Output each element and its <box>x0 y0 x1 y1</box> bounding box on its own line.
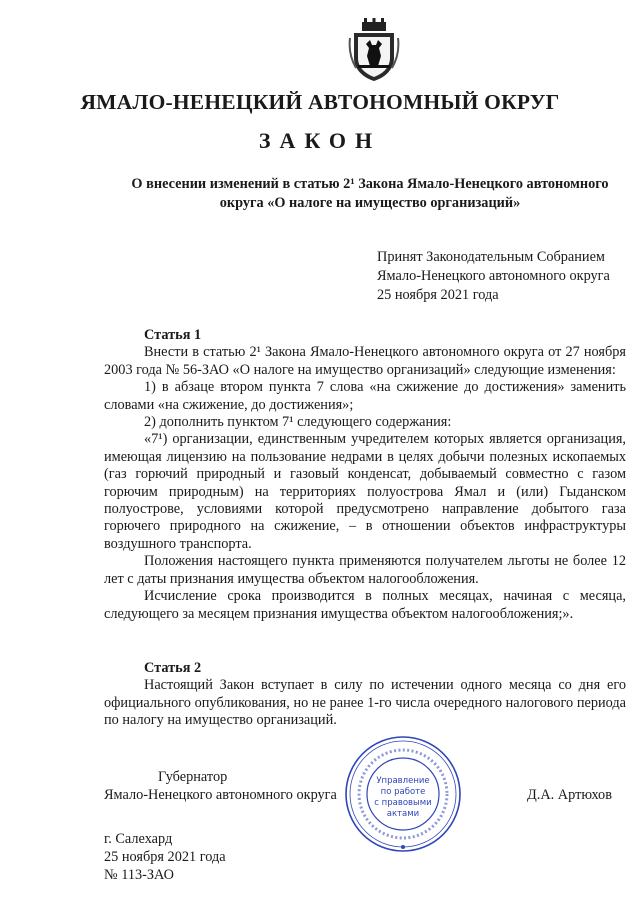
adoption-line-2: Ямало-Ненецкого автономного округа <box>377 268 610 284</box>
adoption-date: 25 ноября 2021 года <box>377 287 499 303</box>
article-1 <box>104 327 626 623</box>
article-1-paragraph-2: 1) в абзаце втором пункта 7 слова «на сжижение до достижения» заменить словами «на сжижение, до достижения»; <box>104 379 626 413</box>
article-2-paragraph-1: Настоящий Закон вступает в силу по истечении одного месяца со дня его официального опубликования, но не ранее 1-го числа очередного налогового периода по налогу на имущество организаций. <box>104 677 626 729</box>
law-subject-line-2: округа «О налоге на имущество организаций» <box>219 195 521 211</box>
article-2 <box>104 660 626 730</box>
coat-of-arms-icon <box>348 18 400 82</box>
adoption-line-1: Принят Законодательным Собранием <box>377 249 605 265</box>
article-1-paragraph-4: «7¹) организации, единственным учредителем которых является организация, имеющая лицензию на пользование недрами в целях добычи полезных ископаемых (газ горючий природный и газовый конденсат, добываемый совместно с газом горючим природным) на территориях полуострова Ямал и (или) Гыданском полуострове, условиями которой предусмотрено направление добытого газа горючего природного на сжижение, – в отношении объектов инфраструктуры воздушного транспорта. <box>104 431 626 552</box>
region-title: ЯМАЛО-НЕНЕЦКИЙ АВТОНОМНЫЙ ОКРУГ <box>80 90 560 114</box>
law-title: ЗАКОН <box>258 128 382 153</box>
stamp-line-2: по работе <box>380 787 426 797</box>
article-1-heading: Статья 1 <box>144 327 202 343</box>
signature-title-2: Ямало-Ненецкого автономного округа <box>104 787 337 803</box>
stamp-line-4: актами <box>386 809 420 819</box>
stamp-line-3: с правовыми <box>374 798 432 808</box>
signatory-name: Д.А. Артюхов <box>527 787 612 803</box>
footer-number: № 113-ЗАО <box>104 867 174 883</box>
law-subject-line-1: О внесении изменений в статью 2¹ Закона Ямало-Ненецкого автономного <box>131 176 609 192</box>
footer-place: г. Салехард <box>104 831 173 847</box>
stamp-center-text <box>374 776 432 820</box>
footer-date: 25 ноября 2021 года <box>104 849 226 865</box>
adoption-note <box>377 248 637 305</box>
article-1-paragraph-3: 2) дополнить пунктом 7¹ следующего содержания: <box>144 414 452 431</box>
article-1-paragraph-6: Исчисление срока производится в полных месяцах, начиная с месяца, следующего за месяцем признания имущества объектом налогообложения;». <box>104 588 626 622</box>
article-1-paragraph-5: Положения настоящего пункта применяются получателем льготы не более 12 лет с даты признания имущества объектом налогообложения. <box>104 553 626 587</box>
law-subject <box>110 175 630 213</box>
article-2-heading: Статья 2 <box>144 660 202 676</box>
article-1-paragraph-1: Внести в статью 2¹ Закона Ямало-Ненецкого автономного округа от 27 ноября 2003 года № 56-ЗАО «О налоге на имущество организаций» следующие изменения: <box>104 344 626 378</box>
stamp-line-1: Управление <box>376 776 430 786</box>
signature-title-1: Губернатор <box>158 769 228 785</box>
